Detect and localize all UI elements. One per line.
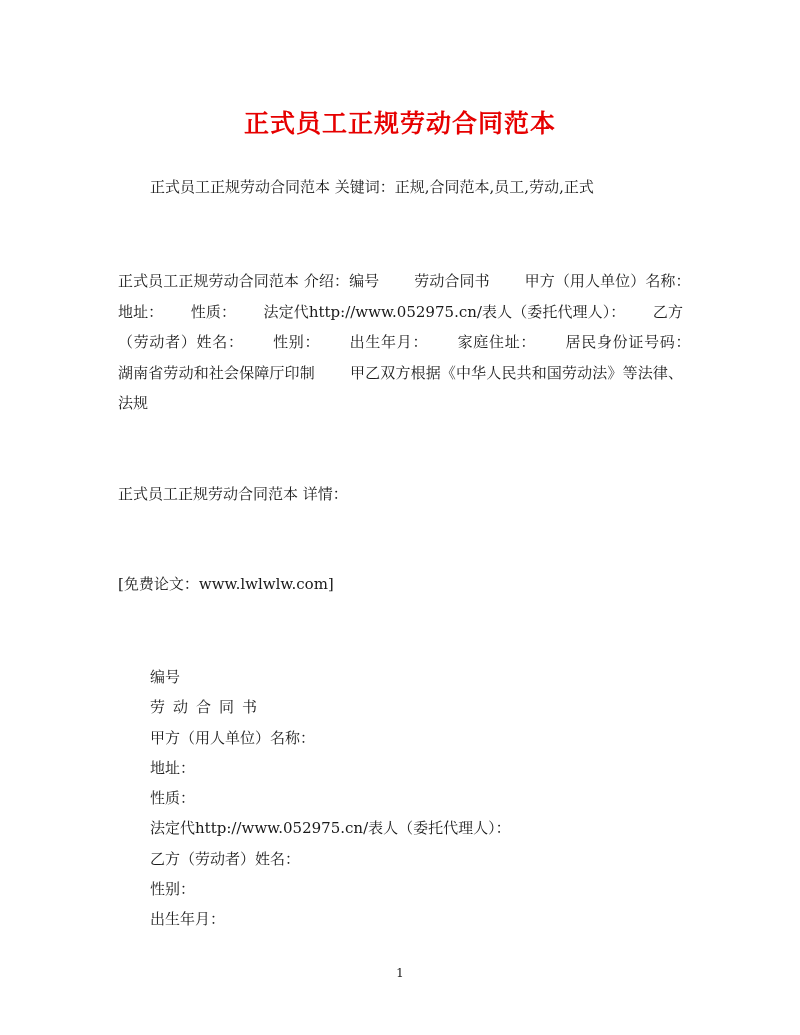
source-note: [免费论文：www.lwlwlw.com]: [118, 575, 334, 593]
form-field-address: 地址：: [150, 758, 196, 777]
form-field-gender: 性别：: [150, 880, 196, 899]
details-heading: 正式员工正规劳动合同范本 详情：: [118, 485, 348, 503]
form-field-nature: 性质：: [150, 789, 196, 808]
form-field-contract-title: 劳动合同书: [150, 698, 266, 717]
form-field-number: 编号: [150, 668, 181, 686]
intro-paragraph: 正式员工正规劳动合同范本 介绍：编号 劳动合同书 甲方（用人单位）名称： 地址： 性质： 法定代http://www.052975.cn/表人（委托代理人）： 乙方（劳动者）姓名： 性别： 出生年月： 家庭住址： 居民身份证号码： 湖南省劳动和社会保障厅印制 甲乙双方根据《中华人民共和国劳动法》等法律、法规: [118, 272, 718, 412]
form-field-employer-name: 甲方（用人单位）名称：: [150, 728, 316, 747]
form-field-employee-name: 乙方（劳动者）姓名：: [150, 849, 301, 868]
form-field-legal-representative: 法定代http://www.052975.cn/表人（委托代理人）：: [150, 819, 511, 838]
page-number: 1: [396, 966, 404, 980]
keywords-line: 正式员工正规劳动合同范本 关键词：正规,合同范本,员工,劳动,正式: [150, 178, 594, 196]
document-title: 正式员工正规劳动合同范本: [243, 109, 556, 138]
contract-form-fields: [150, 662, 511, 935]
form-field-birth-date: 出生年月：: [150, 910, 226, 929]
